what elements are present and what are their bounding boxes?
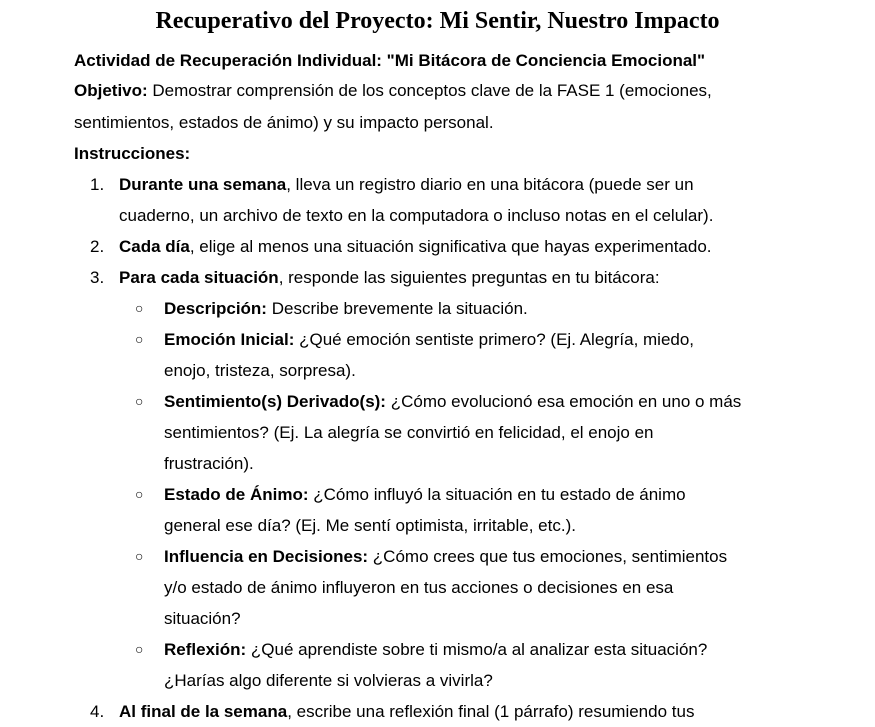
question-bold: Emoción Inicial: [164,330,295,349]
step-item-3 [90,262,790,293]
question-line-1: ¿Cómo crees que tus emociones, sentimientos [368,547,728,566]
question-text [164,541,785,634]
circle-bullet-icon: ○ [135,641,144,657]
question-text [164,634,785,696]
question-line-1: Describe brevemente la situación. [266,299,528,318]
question-line-1: ¿Cómo influyó la situación en tu estado de ánimo [308,485,686,504]
question-item-reflexion [135,634,785,696]
question-line-1: ¿Cómo evolucionó esa emoción en uno o más [385,392,742,411]
question-line-1: ¿Qué aprendiste sobre ti mismo/a al analizar esta situación? [246,640,708,659]
instructions-label: Instrucciones: [74,144,191,163]
objective-line-1 [74,75,712,106]
instructions-heading [74,138,190,169]
step-bold: Al final de la semana [119,702,288,721]
question-item-influencia [135,541,785,634]
question-line-3: situación? [164,609,241,628]
question-line-2: y/o estado de ánimo influyeron en tus acciones o decisiones en esa [164,578,674,597]
step-text [119,231,790,262]
objective-line-2 [74,107,494,138]
step-bold: Para cada situación [119,268,279,287]
step-number: 3. [90,268,105,287]
step-text [119,262,790,293]
step-text-line-1: , elige al menos una situación significativa que hayas experimentado. [189,237,712,256]
question-bold: Descripción: [164,299,267,318]
step-text-line-1: , escribe una reflexión final (1 párrafo) resumiendo tus [287,702,695,721]
question-bold: Reflexión: [164,640,247,659]
step-text [119,169,790,231]
question-text [164,324,785,386]
circle-bullet-icon: ○ [135,486,144,502]
question-bold: Sentimiento(s) Derivado(s): [164,392,386,411]
objective-text-1: Demostrar comprensión de los conceptos clave de la FASE 1 (emociones, [147,81,712,100]
step-number: 2. [90,237,105,256]
question-text [164,293,785,324]
circle-bullet-icon: ○ [135,300,144,316]
step-text-line-1: , responde las siguientes preguntas en tu bitácora: [278,268,660,287]
question-item-description [135,293,785,324]
step-item-4 [90,696,790,727]
question-text [164,386,785,479]
step-bold: Cada día [119,237,190,256]
document-title: Recuperativo del Proyecto: Mi Sentir, Nuestro Impacto [155,8,720,34]
question-item-estado-animo [135,479,785,541]
step-number: 1. [90,175,105,194]
question-line-3: frustración). [164,454,254,473]
step-text-line-2: cuaderno, un archivo de texto en la computadora o incluso notas en el celular). [119,206,714,225]
objective-text-2: sentimientos, estados de ánimo) y su impacto personal. [74,113,494,132]
circle-bullet-icon: ○ [135,393,144,409]
question-text [164,479,785,541]
objective-label: Objetivo: [74,81,148,100]
question-line-2: ¿Harías algo diferente si volvieras a vivirla? [164,671,493,690]
question-item-emocion-inicial [135,324,785,386]
question-item-sentimientos [135,386,785,479]
question-line-2: general ese día? (Ej. Me sentí optimista, irritable, etc.). [164,516,576,535]
question-line-1: ¿Qué emoción sentiste primero? (Ej. Alegría, miedo, [294,330,695,349]
question-line-2: sentimientos? (Ej. La alegría se convirtió en felicidad, el enojo en [164,423,654,442]
step-item-2 [90,231,790,262]
question-bold: Estado de Ánimo: [164,485,309,504]
circle-bullet-icon: ○ [135,331,144,347]
activity-subtitle: Actividad de Recuperación Individual: "Mi Bitácora de Conciencia Emocional" [74,51,706,70]
circle-bullet-icon: ○ [135,548,144,564]
question-bold: Influencia en Decisiones: [164,547,369,566]
step-text [119,696,790,727]
step-number: 4. [90,702,105,721]
step-bold: Durante una semana [119,175,287,194]
step-item-1 [90,169,790,231]
step-text-line-1: , lleva un registro diario en una bitácora (puede ser un [286,175,694,194]
question-line-2: enojo, tristeza, sorpresa). [164,361,356,380]
